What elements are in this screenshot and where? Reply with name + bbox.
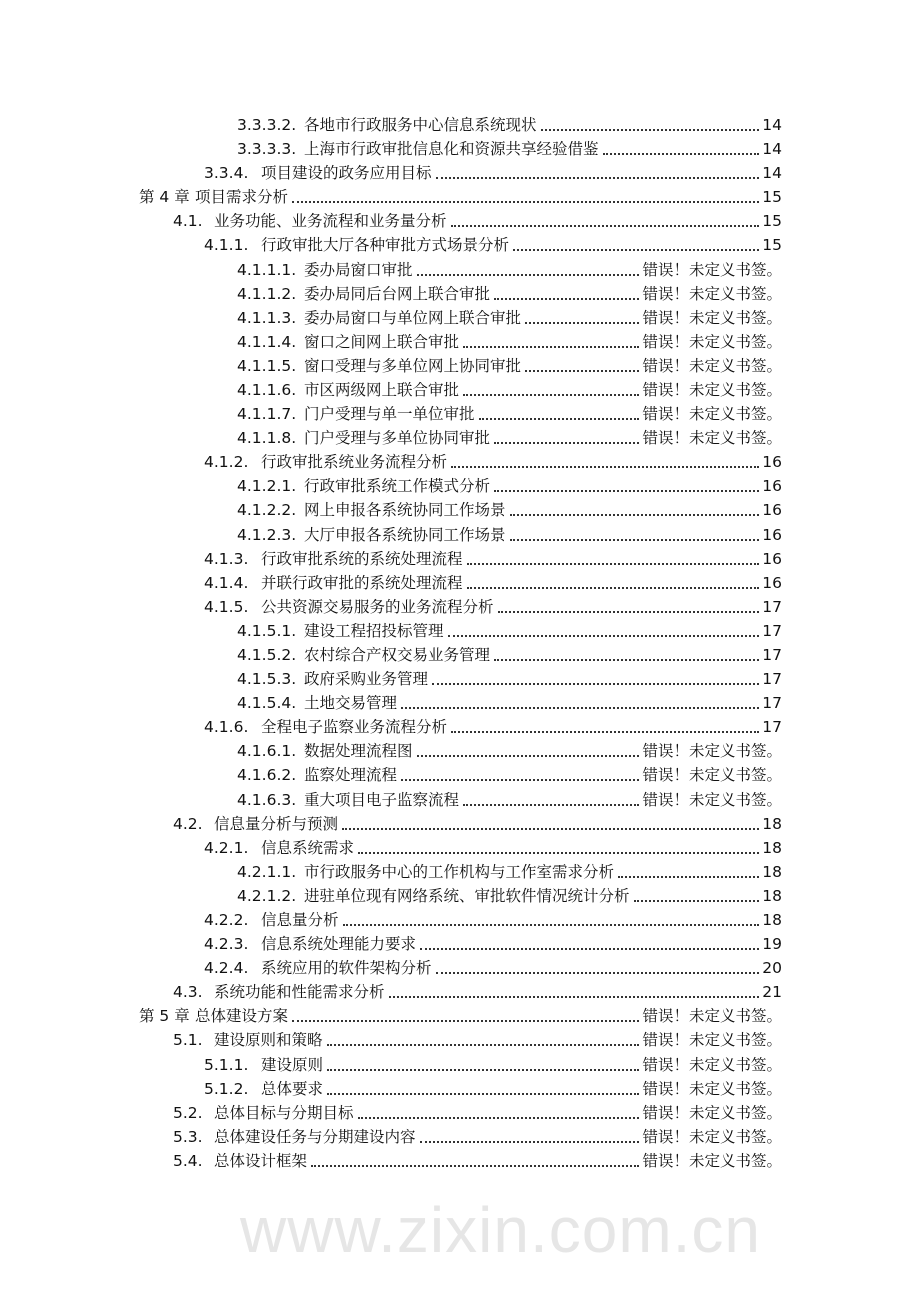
toc-entry-title: 委办局同后台网上联合审批 <box>304 284 491 303</box>
toc-entry-title: 项目需求分析 <box>195 188 289 207</box>
toc-entry-title: 建设原则和策略 <box>214 1031 323 1050</box>
dot-leader <box>494 489 759 492</box>
toc-entry-page: 错误！未定义书签。 <box>642 790 782 809</box>
toc-entry-page: 18 <box>762 862 782 881</box>
toc-entry-page: 16 <box>762 525 782 544</box>
toc-entry-number: 5.1.1. <box>204 1055 249 1074</box>
toc-entry-title: 建设原则 <box>261 1055 324 1074</box>
dot-leader <box>343 923 760 926</box>
toc-entry-number: 4.1.5. <box>204 597 249 616</box>
toc-entry-page: 错误！未定义书签。 <box>642 1031 782 1050</box>
toc-entry[interactable] <box>0 475 782 497</box>
dot-leader <box>451 730 759 733</box>
toc-entry-number: 4.2.2. <box>204 910 249 929</box>
toc-entry-number: 4.1.5.4. <box>237 694 297 713</box>
toc-entry-number: 4.1.2.2. <box>237 501 297 520</box>
toc-entry[interactable] <box>0 981 782 1003</box>
dot-leader <box>603 152 760 155</box>
toc-entry-number: 4.2. <box>173 814 203 833</box>
toc-entry-title: 总体建设方案 <box>195 1007 289 1026</box>
toc-entry[interactable] <box>0 837 782 859</box>
toc-entry[interactable] <box>0 451 782 473</box>
toc-entry-page: 15 <box>762 212 782 231</box>
toc-entry-title: 信息系统需求 <box>261 838 355 857</box>
toc-entry[interactable] <box>0 1005 782 1027</box>
dot-leader <box>451 465 759 468</box>
toc-entry[interactable] <box>0 668 782 690</box>
toc-entry[interactable] <box>0 596 782 618</box>
toc-entry-number: 4.1.2. <box>204 453 249 472</box>
toc-entry[interactable] <box>0 259 782 281</box>
toc-entry-title: 总体目标与分期目标 <box>214 1103 354 1122</box>
toc-entry[interactable] <box>0 764 782 786</box>
toc-entry[interactable] <box>0 1102 782 1124</box>
toc-entry-number: 4.1.6.3. <box>237 790 297 809</box>
toc-entry-page: 16 <box>762 453 782 472</box>
toc-entry-number: 4.1.1.6. <box>237 380 297 399</box>
toc-entry[interactable] <box>0 210 782 232</box>
toc-entry-number: 4.3. <box>173 983 203 1002</box>
toc-entry[interactable] <box>0 114 782 136</box>
toc-entry-page: 错误！未定义书签。 <box>642 766 782 785</box>
toc-entry-title: 农村综合产权交易业务管理 <box>304 645 491 664</box>
toc-entry-number: 4.2.1. <box>204 838 249 857</box>
toc-entry[interactable] <box>0 499 782 521</box>
toc-entry-title: 政府采购业务管理 <box>304 670 429 689</box>
toc-entry[interactable] <box>0 885 782 907</box>
dot-leader <box>420 1140 640 1143</box>
toc-entry-number: 4.2.1.2. <box>237 886 297 905</box>
toc-entry-title: 并联行政审批的系统处理流程 <box>261 573 463 592</box>
dot-leader <box>463 803 639 806</box>
toc-entry-page: 错误！未定义书签。 <box>642 284 782 303</box>
toc-entry-title: 公共资源交易服务的业务流程分析 <box>261 597 494 616</box>
toc-entry-number: 4.1.1.8. <box>237 429 297 448</box>
toc-entry-title: 总体建设任务与分期建设内容 <box>214 1127 416 1146</box>
toc-entry-title: 数据处理流程图 <box>304 742 413 761</box>
toc-entry[interactable] <box>0 1078 782 1100</box>
toc-entry-page: 错误！未定义书签。 <box>642 405 782 424</box>
toc-entry-title: 上海市行政审批信息化和资源共享经验借鉴 <box>304 140 599 159</box>
toc-entry-title: 总体要求 <box>261 1079 324 1098</box>
toc-entry-page: 19 <box>762 935 782 954</box>
dot-leader <box>292 1019 639 1022</box>
toc-entry-page: 14 <box>762 116 782 134</box>
dot-leader <box>634 899 760 902</box>
toc-entry[interactable] <box>0 1150 782 1172</box>
toc-entry[interactable] <box>0 813 782 835</box>
dot-leader <box>292 200 759 203</box>
toc-entry-title: 窗口之间网上联合审批 <box>304 332 460 351</box>
toc-entry-number: 3.3.4. <box>204 164 249 183</box>
dot-leader <box>436 176 760 179</box>
toc-entry-title: 门户受理与单一单位审批 <box>304 405 475 424</box>
toc-entry-number: 5.1. <box>173 1031 203 1050</box>
toc-entry-page: 错误！未定义书签。 <box>642 1007 782 1026</box>
dot-leader <box>389 995 760 998</box>
dot-leader <box>463 345 639 348</box>
dot-leader <box>494 441 639 444</box>
toc-entry-number: 5.3. <box>173 1127 203 1146</box>
dot-leader <box>525 369 639 372</box>
toc-entry[interactable] <box>0 957 782 979</box>
toc-entry-number: 4.1.1.5. <box>237 356 297 375</box>
toc-entry-title: 系统功能和性能需求分析 <box>214 983 385 1002</box>
toc-entry-page: 16 <box>762 549 782 568</box>
toc-entry-number: 3.3.3.3. <box>237 140 297 159</box>
toc-entry[interactable] <box>0 427 782 449</box>
toc-entry-number: 4.1.4. <box>204 573 249 592</box>
toc-entry-title: 窗口受理与多单位网上协同审批 <box>304 356 522 375</box>
toc-entry-title: 行政审批大厅各种审批方式场景分析 <box>261 236 510 255</box>
toc-entry-title: 网上申报各系统协同工作场景 <box>304 501 506 520</box>
toc-entry-title: 门户受理与多单位协同审批 <box>304 429 491 448</box>
toc-entry[interactable] <box>0 861 782 883</box>
toc-entry-page: 错误！未定义书签。 <box>642 1055 782 1074</box>
toc-entry-title: 信息系统处理能力要求 <box>261 935 417 954</box>
toc-entry-number: 4.1.2.1. <box>237 477 297 496</box>
toc-entry-number: 4.1.6.1. <box>237 742 297 761</box>
toc-entry-page: 16 <box>762 477 782 496</box>
toc-entry-title: 行政审批系统的系统处理流程 <box>261 549 463 568</box>
toc-entry[interactable] <box>0 355 782 377</box>
toc-entry[interactable] <box>0 572 782 594</box>
dot-leader <box>494 658 759 661</box>
dot-leader <box>327 1092 639 1095</box>
toc-entry-title: 行政审批系统业务流程分析 <box>261 453 448 472</box>
toc-entry-title: 监察处理流程 <box>304 766 398 785</box>
dot-leader <box>432 682 759 685</box>
toc-entry-number: 第 4 章 <box>139 188 190 207</box>
toc-entry-page: 错误！未定义书签。 <box>642 1103 782 1122</box>
toc-entry-title: 市行政服务中心的工作机构与工作室需求分析 <box>304 862 615 881</box>
toc-entry[interactable] <box>0 644 782 666</box>
toc-entry[interactable] <box>0 524 782 546</box>
toc-entry-page: 错误！未定义书签。 <box>642 260 782 279</box>
toc-entry-page: 15 <box>762 236 782 255</box>
toc-entry-page: 17 <box>762 670 782 689</box>
toc-entry-page: 20 <box>762 959 782 978</box>
toc-entry-title: 各地市行政服务中心信息系统现状 <box>304 116 537 134</box>
toc-entry-title: 进驻单位现有网络系统、审批软件情况统计分析 <box>304 886 630 905</box>
dot-leader <box>417 754 640 757</box>
toc-entry-number: 4.1.1.4. <box>237 332 297 351</box>
toc-entry-title: 土地交易管理 <box>304 694 398 713</box>
toc-entry[interactable] <box>0 307 782 329</box>
toc-entry-page: 错误！未定义书签。 <box>642 356 782 375</box>
toc-entry-page: 17 <box>762 694 782 713</box>
toc-entry-number: 4.1.6.2. <box>237 766 297 785</box>
toc-entry[interactable] <box>0 909 782 931</box>
toc-entry-number: 4.1.2.3. <box>237 525 297 544</box>
toc-entry-number: 4.1. <box>173 212 203 231</box>
dot-leader <box>618 875 759 878</box>
toc-entry[interactable] <box>0 403 782 425</box>
dot-leader <box>494 297 639 300</box>
toc-entry-page: 错误！未定义书签。 <box>642 1079 782 1098</box>
dot-leader <box>467 586 760 589</box>
dot-leader <box>541 128 760 131</box>
dot-leader <box>358 1116 640 1119</box>
toc-entry-page: 错误！未定义书签。 <box>642 380 782 399</box>
toc-entry-title: 建设工程招投标管理 <box>304 621 444 640</box>
dot-leader <box>513 248 759 251</box>
toc-entry[interactable] <box>0 283 782 305</box>
toc-entry[interactable] <box>0 1054 782 1076</box>
dot-leader <box>510 513 760 516</box>
toc-entry-page: 错误！未定义书签。 <box>642 308 782 327</box>
dot-leader <box>358 851 759 854</box>
toc-entry-page: 18 <box>762 910 782 929</box>
toc-entry-number: 4.1.1.7. <box>237 405 297 424</box>
dot-leader <box>401 778 639 781</box>
toc-entry-page: 16 <box>762 501 782 520</box>
toc-entry-title: 重大项目电子监察流程 <box>304 790 460 809</box>
toc-entry[interactable] <box>0 379 782 401</box>
toc-entry-page: 15 <box>762 188 782 207</box>
toc-entry-page: 18 <box>762 838 782 857</box>
toc-entry-number: 4.2.4. <box>204 959 249 978</box>
toc-entry-title: 全程电子监察业务流程分析 <box>261 718 448 737</box>
toc-entry[interactable] <box>0 234 782 256</box>
toc-entry[interactable] <box>0 620 782 642</box>
toc-entry-number: 第 5 章 <box>139 1007 190 1026</box>
toc-entry-number: 4.1.1.2. <box>237 284 297 303</box>
toc-entry-page: 17 <box>762 597 782 616</box>
toc-entry-page: 错误！未定义书签。 <box>642 1151 782 1170</box>
toc-entry-number: 3.3.3.2. <box>237 116 297 134</box>
toc-entry-page: 16 <box>762 573 782 592</box>
toc-entry-number: 5.4. <box>173 1151 203 1170</box>
dot-leader <box>479 417 640 420</box>
toc-entry-title: 大厅申报各系统协同工作场景 <box>304 525 506 544</box>
toc-entry[interactable] <box>0 740 782 762</box>
dot-leader <box>417 273 640 276</box>
toc-entry[interactable] <box>0 1126 782 1148</box>
toc-entry-number: 4.1.5.2. <box>237 645 297 664</box>
toc-entry-title: 委办局窗口与单位网上联合审批 <box>304 308 522 327</box>
dot-leader <box>436 971 760 974</box>
toc-entry-number: 4.1.1.3. <box>237 308 297 327</box>
toc-entry-title: 委办局窗口审批 <box>304 260 413 279</box>
watermark: www.zixin.com.cn <box>240 1194 761 1266</box>
toc-entry-title: 总体设计框架 <box>214 1151 308 1170</box>
toc-entry-title: 市区两级网上联合审批 <box>304 380 460 399</box>
toc-entry-title: 信息量分析与预测 <box>214 814 339 833</box>
dot-leader <box>327 1068 639 1071</box>
toc-entry-number: 5.2. <box>173 1103 203 1122</box>
dot-leader <box>525 321 639 324</box>
toc-entry-number: 4.1.5.3. <box>237 670 297 689</box>
toc-entry-page: 17 <box>762 621 782 640</box>
dot-leader <box>448 634 760 637</box>
toc-entry[interactable] <box>0 548 782 570</box>
dot-leader <box>342 827 759 830</box>
toc-entry-number: 4.1.1. <box>204 236 249 255</box>
toc-entry[interactable] <box>0 331 782 353</box>
toc-entry[interactable] <box>0 162 782 184</box>
dot-leader <box>311 1164 639 1167</box>
dot-leader <box>510 538 760 541</box>
toc-entry-page: 17 <box>762 645 782 664</box>
toc-entry-title: 项目建设的政务应用目标 <box>261 164 432 183</box>
toc-entry-page: 错误！未定义书签。 <box>642 742 782 761</box>
toc-entry-page: 错误！未定义书签。 <box>642 1127 782 1146</box>
dot-leader <box>498 610 760 613</box>
toc-entry-title: 信息量分析 <box>261 910 339 929</box>
toc-entry-page: 21 <box>762 983 782 1002</box>
toc-entry-number: 4.2.1.1. <box>237 862 297 881</box>
dot-leader <box>420 947 759 950</box>
toc-entry-number: 4.1.1.1. <box>237 260 297 279</box>
toc-entry[interactable] <box>0 138 782 160</box>
toc-entry-page: 14 <box>762 164 782 183</box>
toc-entry[interactable] <box>0 186 782 208</box>
dot-leader <box>451 224 760 227</box>
toc-entry-title: 行政审批系统工作模式分析 <box>304 477 491 496</box>
toc-entry-number: 4.2.3. <box>204 935 249 954</box>
toc-entry-page: 错误！未定义书签。 <box>642 332 782 351</box>
toc-entry-page: 18 <box>762 814 782 833</box>
toc-entry[interactable] <box>0 692 782 714</box>
toc-entry-page: 错误！未定义书签。 <box>642 429 782 448</box>
dot-leader <box>401 706 759 709</box>
toc-entry-page: 14 <box>762 140 782 159</box>
dot-leader <box>327 1043 640 1046</box>
toc-entry-page: 17 <box>762 718 782 737</box>
toc-entry[interactable] <box>0 716 782 738</box>
toc-entry[interactable] <box>0 789 782 811</box>
toc-entry-number: 4.1.5.1. <box>237 621 297 640</box>
toc-entry[interactable] <box>0 933 782 955</box>
toc-entry-page: 18 <box>762 886 782 905</box>
toc-entry[interactable] <box>0 1029 782 1051</box>
toc-entry-number: 4.1.6. <box>204 718 249 737</box>
toc-entry-title: 业务功能、业务流程和业务量分析 <box>214 212 447 231</box>
dot-leader <box>467 562 760 565</box>
toc-entry-number: 5.1.2. <box>204 1079 249 1098</box>
toc-entry-number: 4.1.3. <box>204 549 249 568</box>
dot-leader <box>463 393 639 396</box>
toc-entry-title: 系统应用的软件架构分析 <box>261 959 432 978</box>
